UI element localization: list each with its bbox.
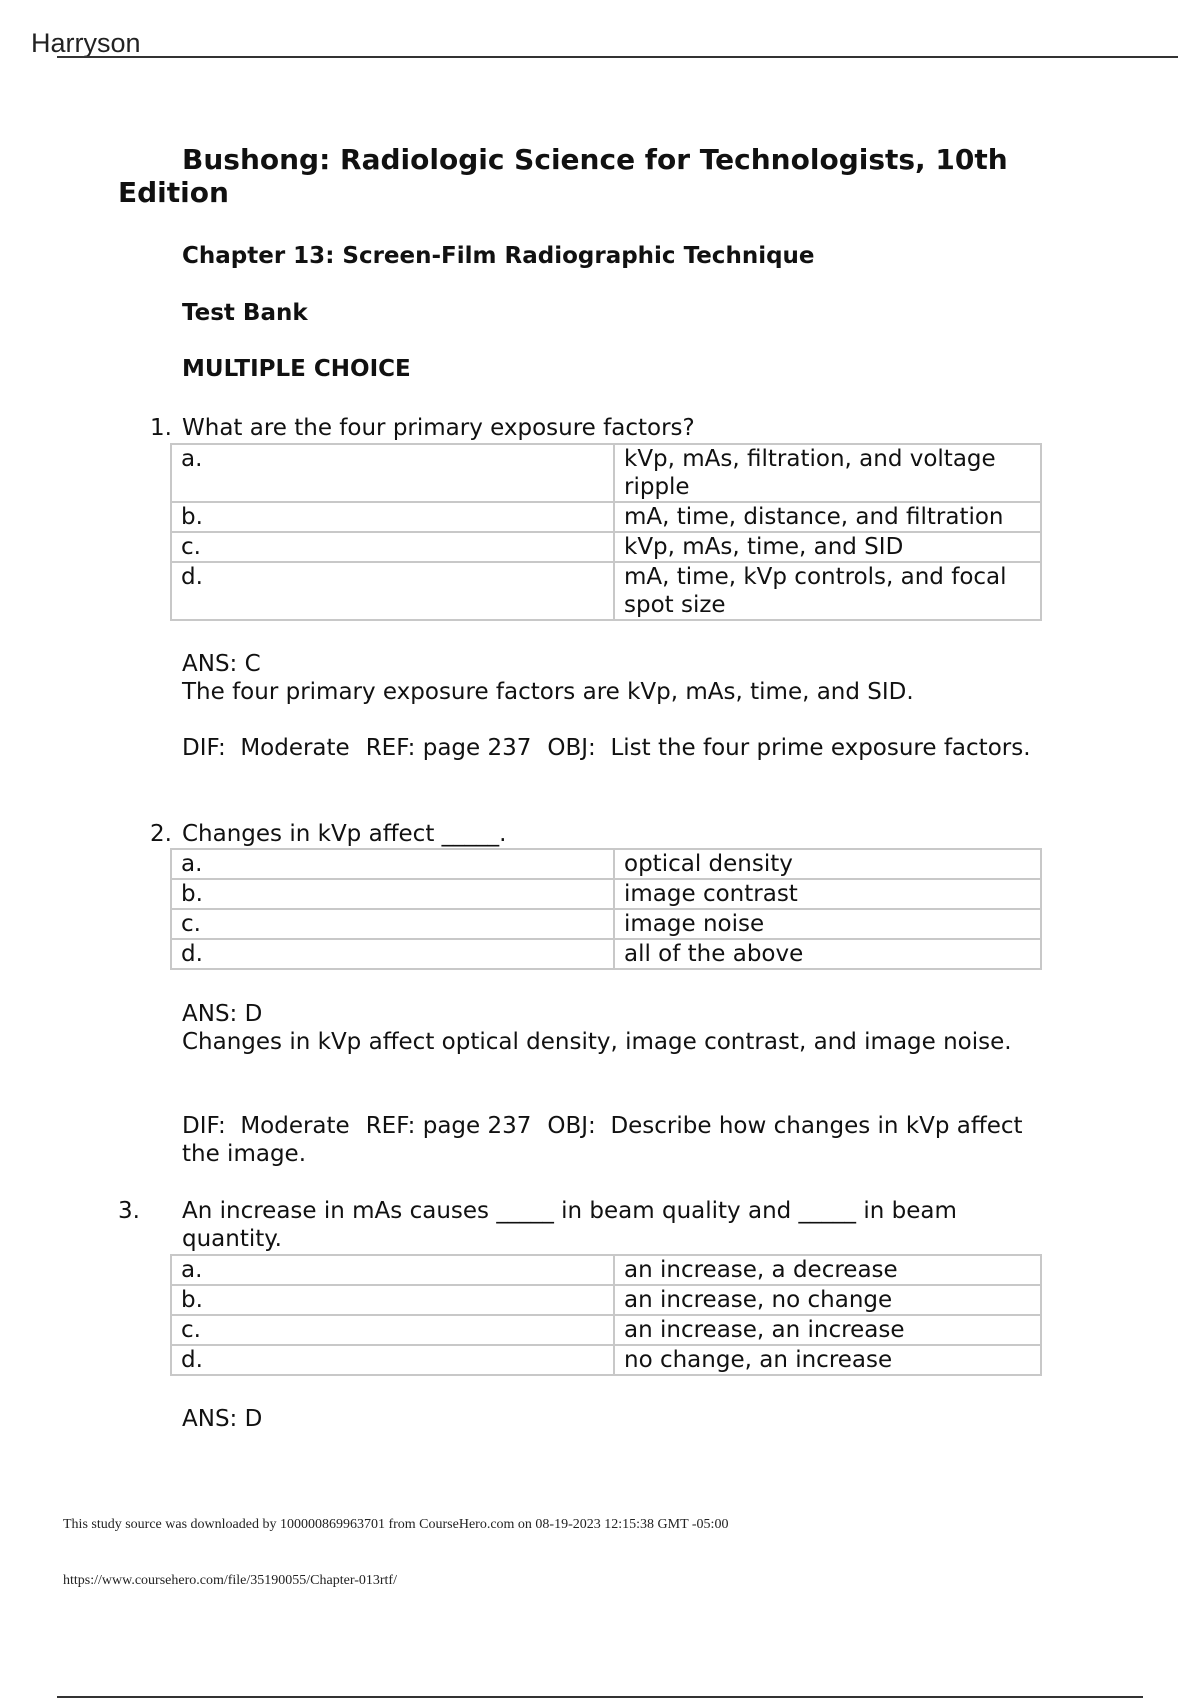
choice-letter: a. bbox=[171, 1255, 614, 1285]
choice-row bbox=[171, 532, 1041, 562]
ref-label: REF: bbox=[365, 735, 416, 761]
question-number: 3. bbox=[118, 1198, 140, 1224]
choice-letter: a. bbox=[171, 849, 614, 879]
footer-rule bbox=[57, 1696, 1143, 1698]
choice-row bbox=[171, 939, 1041, 969]
choice-text: optical density bbox=[614, 849, 1041, 879]
obj-value: List the four prime exposure factors. bbox=[610, 735, 1031, 761]
answer-rationale: Changes in kVp affect optical density, image contrast, and image noise. bbox=[182, 1029, 1012, 1055]
source-url[interactable]: https://www.coursehero.com/file/35190055/Chapter-013rtf/ bbox=[63, 1573, 397, 1588]
choice-text: image noise bbox=[614, 909, 1041, 939]
question-number: 2. bbox=[150, 821, 172, 847]
test-bank-label: Test Bank bbox=[182, 300, 308, 326]
answer-key: ANS: C bbox=[182, 651, 261, 677]
choice-row bbox=[171, 562, 1041, 620]
answer-key: ANS: D bbox=[182, 1001, 263, 1027]
choice-letter: b. bbox=[171, 879, 614, 909]
choice-row bbox=[171, 879, 1041, 909]
choice-row bbox=[171, 1345, 1041, 1375]
choice-row bbox=[171, 1255, 1041, 1285]
chapter-title: Chapter 13: Screen-Film Radiographic Technique bbox=[182, 243, 815, 269]
ref-value: page 237 bbox=[422, 735, 532, 761]
choice-row bbox=[171, 1315, 1041, 1345]
ref-value: page 237 bbox=[422, 1113, 532, 1139]
choice-text: mA, time, distance, and filtration bbox=[614, 502, 1041, 532]
section-heading: MULTIPLE CHOICE bbox=[182, 356, 411, 382]
choice-row bbox=[171, 1285, 1041, 1315]
answer-rationale: The four primary exposure factors are kVp, mAs, time, and SID. bbox=[182, 679, 914, 705]
dif-label: DIF: bbox=[182, 1113, 226, 1139]
choice-text: an increase, no change bbox=[614, 1285, 1041, 1315]
question-metadata-q2 bbox=[182, 1112, 1042, 1168]
choice-text: kVp, mAs, time, and SID bbox=[614, 532, 1041, 562]
choice-row bbox=[171, 849, 1041, 879]
choice-letter: c. bbox=[171, 1315, 614, 1345]
answer-block-q2 bbox=[182, 1000, 1042, 1056]
question-stem: What are the four primary exposure factors? bbox=[182, 415, 695, 441]
document-title: Bushong: Radiologic Science for Technologists, 10th Edition bbox=[118, 143, 1008, 209]
obj-value: Describe how changes in kVp affect the image. bbox=[182, 1113, 1023, 1167]
question-1 bbox=[150, 414, 1050, 442]
header-author-name: Harryson bbox=[31, 28, 141, 58]
answer-key: ANS: D bbox=[182, 1406, 263, 1432]
question-stem: Changes in kVp affect _____. bbox=[182, 821, 507, 847]
answer-block-q3 bbox=[182, 1405, 1042, 1433]
choice-text: mA, time, kVp controls, and focal spot size bbox=[614, 562, 1041, 620]
choices-table-q1 bbox=[170, 443, 1042, 621]
choice-row bbox=[171, 502, 1041, 532]
choice-text: image contrast bbox=[614, 879, 1041, 909]
ref-label: REF: bbox=[365, 1113, 416, 1139]
choice-letter: c. bbox=[171, 532, 614, 562]
choice-letter: b. bbox=[171, 502, 614, 532]
choice-text: an increase, a decrease bbox=[614, 1255, 1041, 1285]
choice-letter: c. bbox=[171, 909, 614, 939]
choices-table-q2 bbox=[170, 848, 1042, 970]
choices-table-q3 bbox=[170, 1254, 1042, 1376]
question-metadata-q1 bbox=[182, 734, 1042, 762]
dif-value: Moderate bbox=[240, 735, 350, 761]
choice-text: no change, an increase bbox=[614, 1345, 1041, 1375]
dif-label: DIF: bbox=[182, 735, 226, 761]
choice-letter: d. bbox=[171, 1345, 614, 1375]
choice-text: kVp, mAs, filtration, and voltage ripple bbox=[614, 444, 1041, 502]
choice-text: all of the above bbox=[614, 939, 1041, 969]
question-number: 1. bbox=[150, 415, 172, 441]
obj-label: OBJ: bbox=[547, 735, 596, 761]
choice-letter: d. bbox=[171, 562, 614, 620]
choice-letter: d. bbox=[171, 939, 614, 969]
question-stem: An increase in mAs causes _____ in beam quality and _____ in beam quantity. bbox=[182, 1198, 957, 1252]
choice-row bbox=[171, 909, 1041, 939]
download-note: This study source was downloaded by 100000869963701 from CourseHero.com on 08-19-2023 12:15:38 GMT -05:00 bbox=[63, 1517, 729, 1532]
question-3 bbox=[118, 1197, 1050, 1253]
answer-block-q1 bbox=[182, 650, 1042, 706]
obj-label: OBJ: bbox=[547, 1113, 596, 1139]
choice-letter: a. bbox=[171, 444, 614, 502]
choice-letter: b. bbox=[171, 1285, 614, 1315]
choice-row bbox=[171, 444, 1041, 502]
header-rule bbox=[57, 56, 1178, 58]
dif-value: Moderate bbox=[240, 1113, 350, 1139]
question-2 bbox=[150, 820, 1050, 848]
choice-text: an increase, an increase bbox=[614, 1315, 1041, 1345]
